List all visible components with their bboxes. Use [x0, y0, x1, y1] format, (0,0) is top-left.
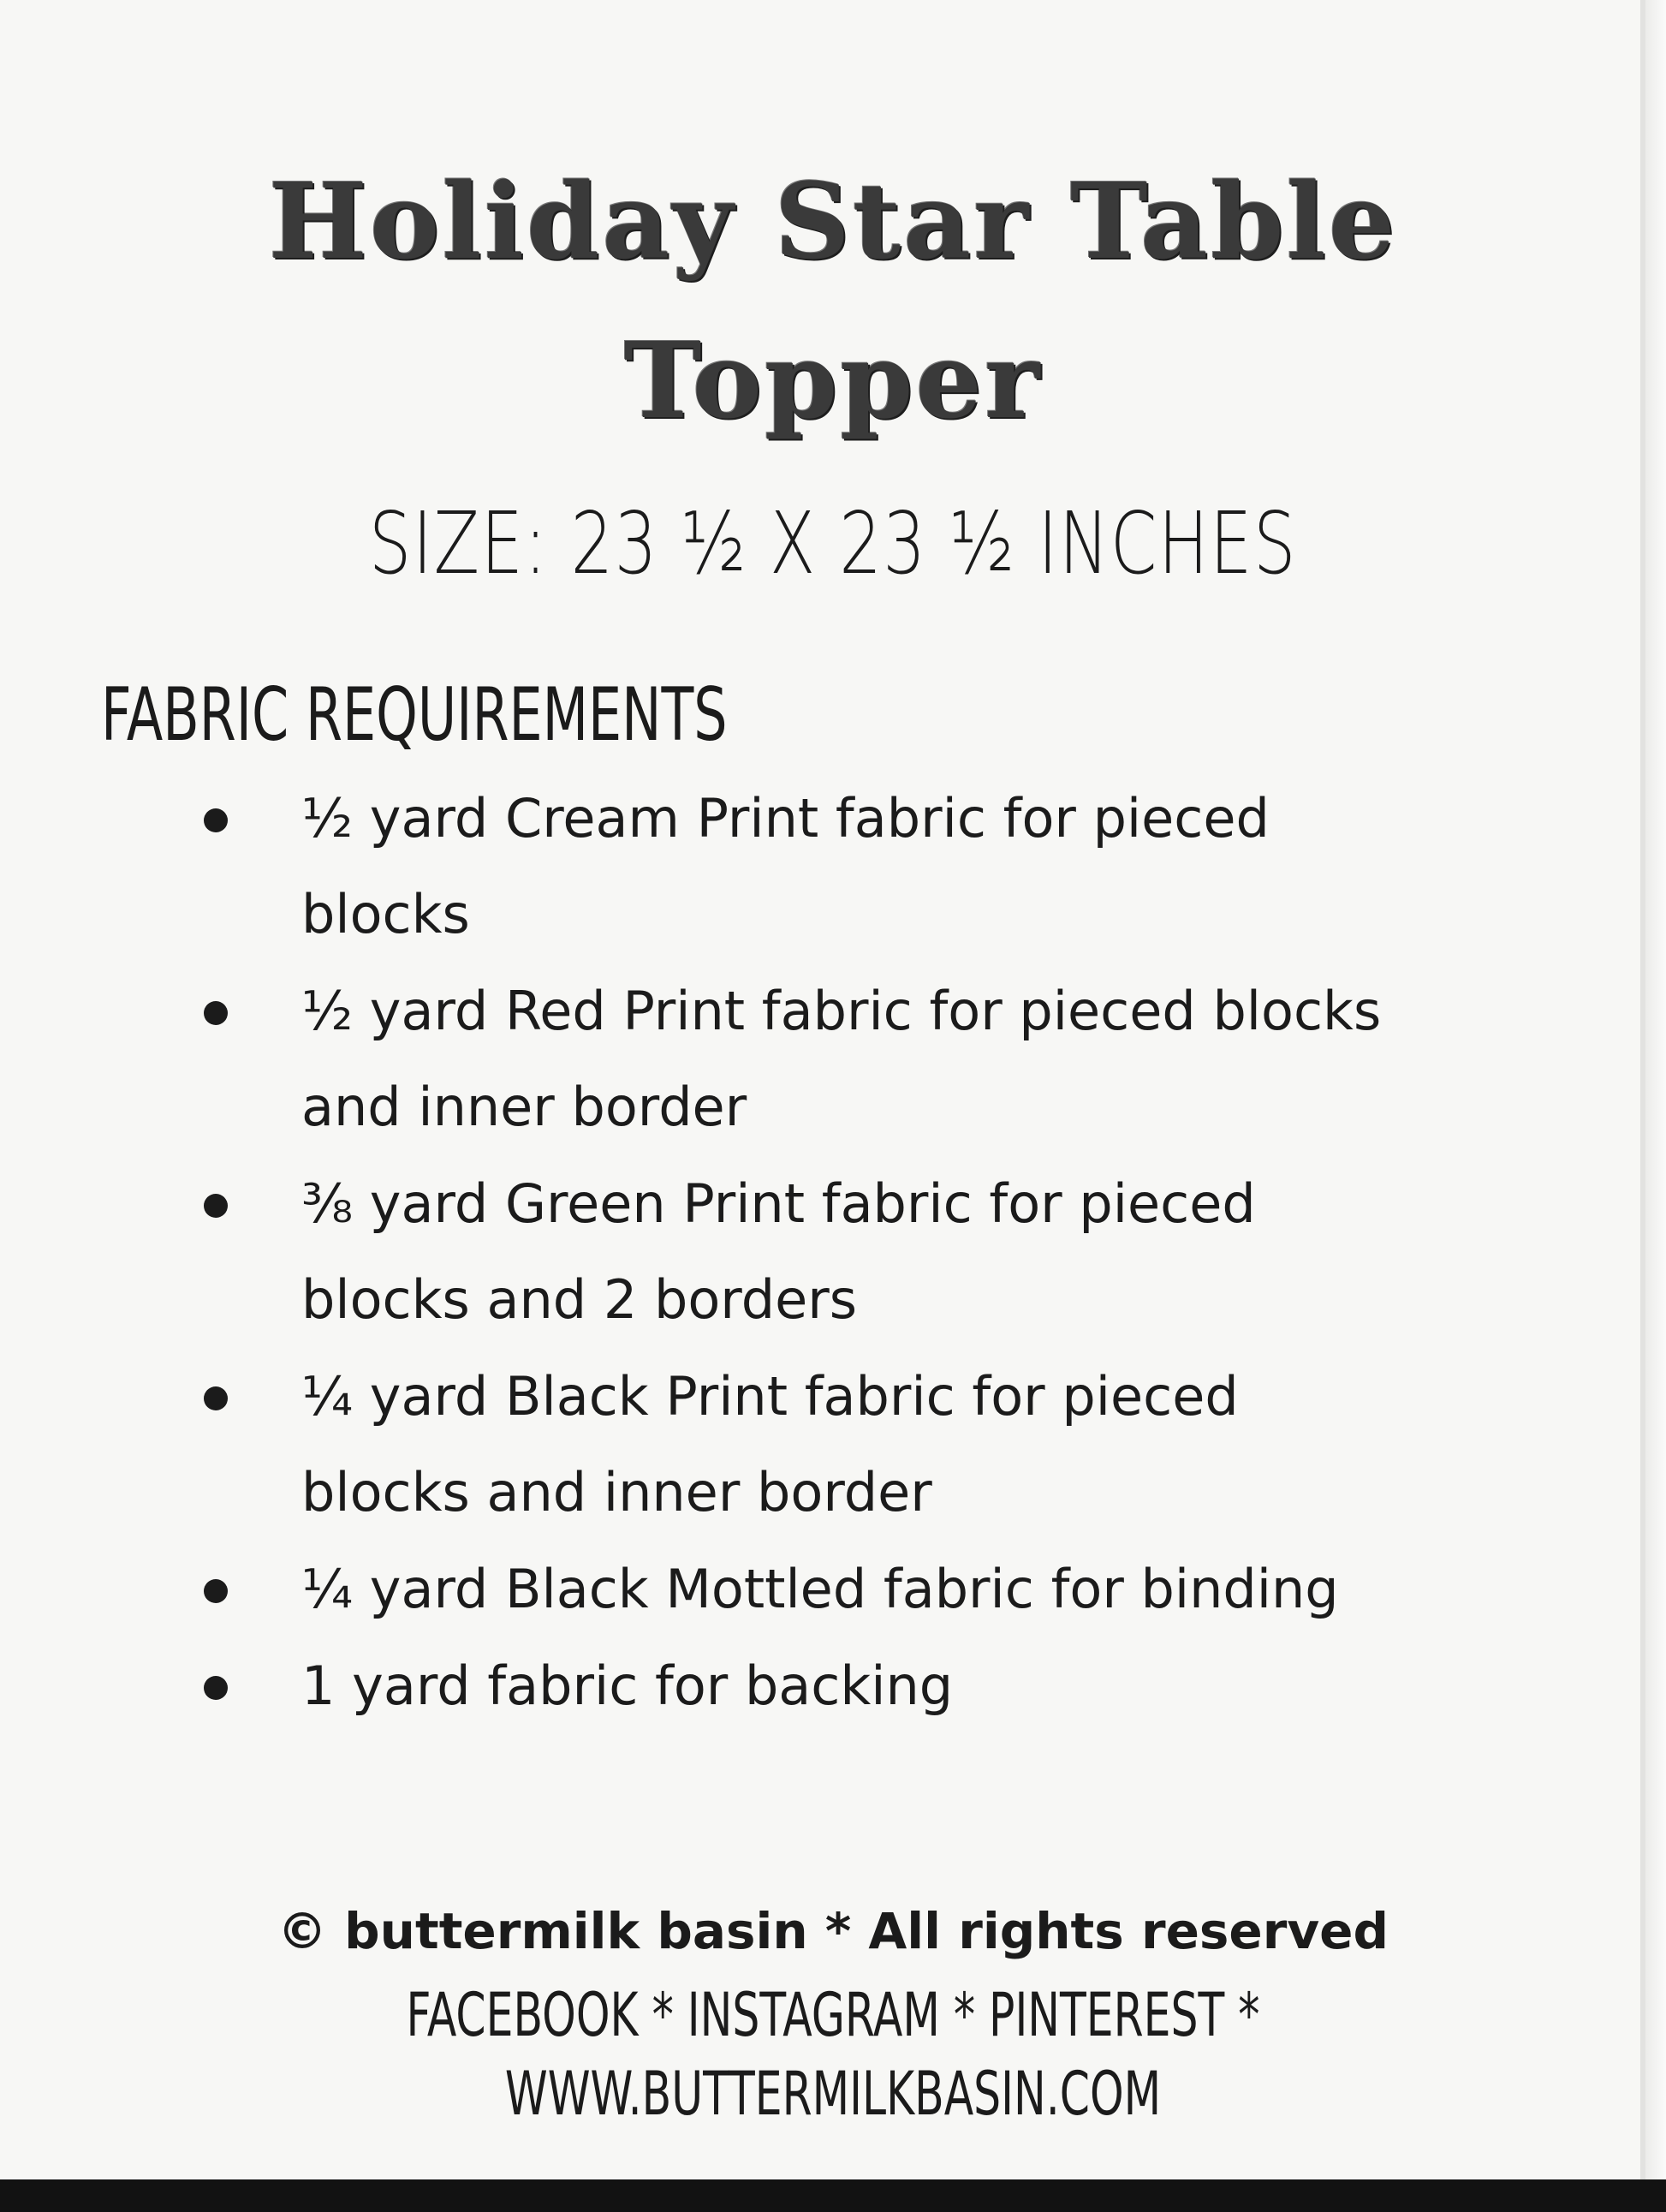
list-item — [188, 771, 1592, 963]
list-item-line: blocks — [301, 883, 470, 945]
social-links: FACEBOOK * INSTAGRAM * PINTEREST * — [406, 1980, 1260, 2050]
list-item — [188, 1541, 1592, 1637]
fabric-requirements-list — [188, 771, 1592, 1735]
bullet-icon — [204, 1194, 228, 1218]
list-item-line: ¼ yard Black Mottled fabric for binding — [301, 1558, 1339, 1620]
size-spec: SIZE: 23 ½ X 23 ½ INCHES — [368, 493, 1298, 593]
bullet-icon — [204, 1676, 228, 1700]
list-item-line: blocks and inner border — [301, 1461, 932, 1523]
scan-border-bottom — [0, 2179, 1666, 2212]
list-item-line: ½ yard Red Print fabric for pieced blocks — [301, 980, 1382, 1042]
list-item-line: ½ yard Cream Print fabric for pieced — [301, 787, 1270, 850]
bullet-icon — [204, 1579, 228, 1603]
pattern-title — [0, 141, 1666, 460]
list-item-line: 1 yard fabric for backing — [301, 1655, 954, 1717]
bullet-icon — [204, 808, 228, 832]
website-url: WWW.BUTTERMILKBASIN.COM — [504, 2059, 1162, 2129]
title-line-2: Topper — [623, 319, 1043, 442]
list-item — [188, 1156, 1592, 1348]
title-line-1: Holiday Star Table — [268, 159, 1398, 283]
list-item-line: ⅜ yard Green Print fabric for pieced — [301, 1172, 1256, 1235]
fabric-requirements-heading: FABRIC REQUIREMENTS — [101, 672, 728, 758]
list-item — [188, 1638, 1592, 1734]
list-item-line: and inner border — [301, 1076, 747, 1138]
copyright-notice: © buttermilk basin * All rights reserved — [277, 1902, 1389, 1960]
list-item — [188, 1349, 1592, 1541]
list-item-line: blocks and 2 borders — [301, 1268, 858, 1331]
list-item — [188, 963, 1592, 1155]
bullet-icon — [204, 1386, 228, 1410]
bullet-icon — [204, 1001, 228, 1025]
list-item-line: ¼ yard Black Print fabric for pieced — [301, 1365, 1239, 1428]
